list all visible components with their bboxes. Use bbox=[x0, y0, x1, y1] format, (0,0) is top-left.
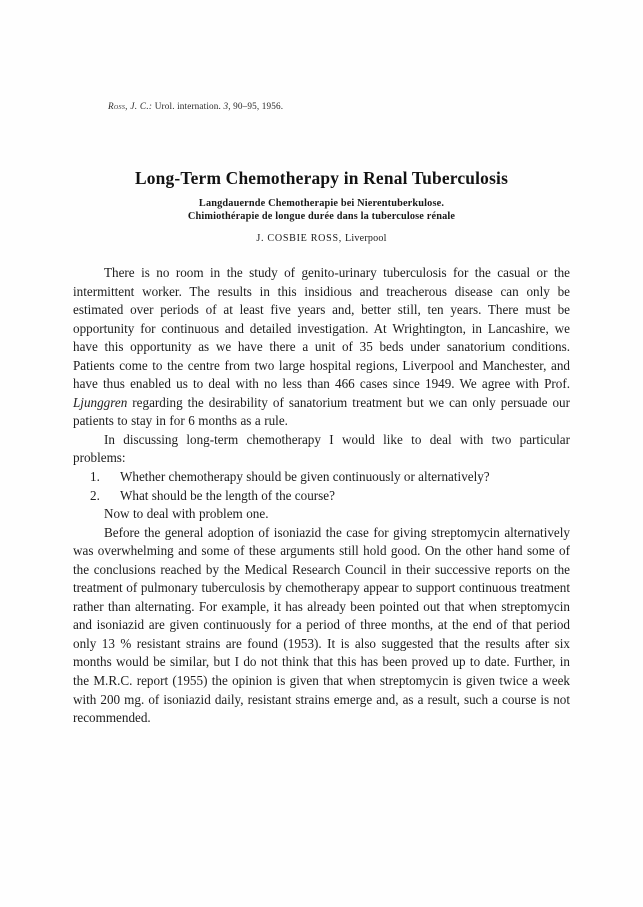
author-name: J. COSBIE ROSS, bbox=[256, 232, 343, 244]
subtitle-german: Langdauernde Chemotherapie bei Nierentuberkulose. bbox=[198, 198, 445, 209]
citation-year: 1956. bbox=[261, 101, 284, 111]
paragraph-intro bbox=[73, 264, 570, 431]
cited-name-ljunggren: Ljunggren bbox=[73, 394, 128, 410]
citation-comma-1: , bbox=[228, 101, 231, 111]
paragraph-intro-part-2: regarding the desirability of sanatorium treatment but we can only persuade our patients to stay in for 6 months as a rule. bbox=[73, 394, 570, 429]
title-block bbox=[73, 168, 570, 244]
list-item bbox=[73, 468, 570, 487]
citation-journal: Urol. internation. bbox=[154, 101, 221, 111]
citation-pages: 90–95 bbox=[233, 101, 257, 111]
problems-list bbox=[73, 468, 570, 505]
paragraph-problem-one-lead: Now to deal with problem one. bbox=[104, 506, 269, 522]
list-item-text: What should be the length of the course? bbox=[120, 487, 335, 503]
article-body bbox=[73, 264, 570, 728]
paragraph-discussion: Before the general adoption of isoniazid the case for giving streptomycin alternatively was overwhelming and some of these arguments still hold good. On the other hand some of the conclusions reached by the Medical Research Council in their successive reports on the treatment of pulmonary tuberculosis by chemotherapy appear to support continuous treatment rather than alternating. For example, it has already been pointed out that when streptomycin and isoniazid are given continuously for a period of three months, at the end of that period only 13 % resistant strains are found (1953). It is also suggested that the results after six months would be similar, but I do not think that this has been proved up to date. Further, in the M.R.C. report (1955) the opinion is given that when streptomycin is given twice a week with 200 mg. of isoniazid daily, resistant strains emerge and, as a result, such a course is not recommended. bbox=[73, 524, 570, 726]
citation-author: Ross, J. C.: bbox=[108, 101, 153, 111]
list-item bbox=[73, 487, 570, 506]
page-title: Long-Term Chemotherapy in Renal Tuberculosis bbox=[134, 168, 509, 188]
citation-comma-2: , bbox=[256, 101, 260, 111]
author-line bbox=[73, 233, 570, 244]
running-head-citation bbox=[108, 101, 283, 111]
paragraph-problems-lead: In discussing long-term chemotherapy I would like to deal with two particular problems: bbox=[73, 431, 570, 466]
citation-volume: 3 bbox=[223, 101, 229, 111]
list-item-text: Whether chemotherapy should be given continuously or alternatively? bbox=[120, 469, 490, 485]
author-affiliation: Liverpool bbox=[345, 232, 387, 244]
subtitle-french: Chimiothérapie de longue durée dans la tuberculose rénale bbox=[187, 211, 456, 223]
paragraph-intro-part-1: There is no room in the study of genito-urinary tuberculosis for the casual or the intermittent worker. The results in this insidious and treacherous disease can only be estimated over periods of at least five years and, better still, ten years. There must be opportunity for continuous and detailed investigation. At Wrightington, in Lancashire, we have this opportunity as we have there a unit of 35 beds under sanatorium conditions. Patients come to the centre from two large hospital regions, Liverpool and Manchester, and have thus enabled us to deal with no less than 466 cases since 1949. We agree with Prof. bbox=[73, 265, 570, 392]
list-item-number: 1. bbox=[90, 469, 100, 485]
list-item-number: 2. bbox=[90, 487, 100, 503]
